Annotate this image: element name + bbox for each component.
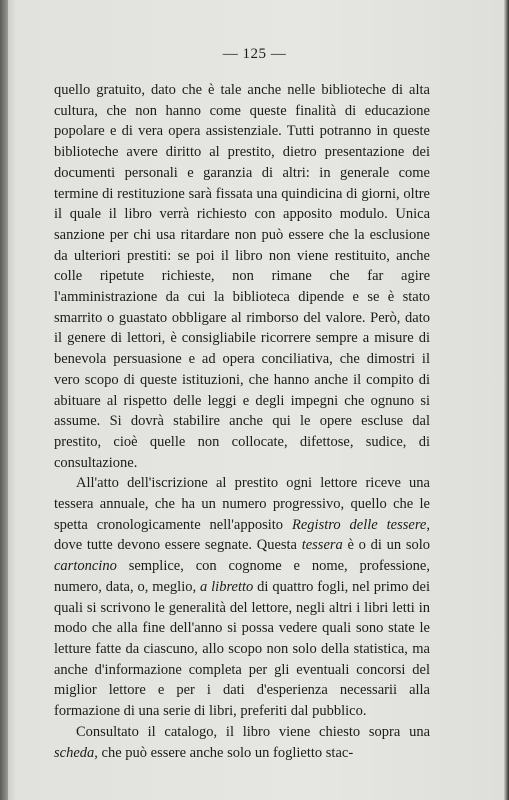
book-spine-shadow	[0, 0, 8, 800]
paragraph	[54, 722, 430, 763]
page-edge	[504, 0, 509, 800]
text-run: quello gratuito, dato che è tale anche nelle biblioteche di alta cultura, che non hanno come queste finalità di educazione popolare e di vera opera assistenziale. Tutti potranno in queste biblioteche avere diritto al prestito, dietro presentazione dei documenti personali e garanzia di altri: in generale come termine di restituzione sarà fissata una quindicina di giorni, oltre il quale il libro verrà richiesto con apposito modulo. Unica sanzione per chi usa ritardare non può essere che la esclusione da ulteriori prestiti: se poi il libro non viene restituito, anche colle ripetute richieste, non rimane che far agire l'amministrazione da cui la biblioteca dipende e se è stato smarrito o guastato obbligare al rimborso del valore. Però, dato il genere di lettori, è consigliabile ricorrere sempre a misure di benevola persuasione e ad opera conciliativa, che dimostri il vero scopo di queste istituzioni, che hanno anche il compito di abituare al rispetto delle leggi e degli impegni che ognuno si assume. Si dovrà stabilire anche qui le opere escluse dal prestito, cioè quelle non collocate, difettose, sudice, di consultazione.	[54, 82, 430, 471]
italic-term: Registro delle tessere	[292, 516, 427, 533]
italic-term: a libretto	[200, 578, 254, 595]
text-run: di quattro fogli, nel primo dei quali si scrivono le generalità del lettore, negli altri i libri letti in modo che alla fine dell'anno si possa vedere quali sono state le letture fatte da ciascuno, allo scopo non solo della statistica, ma anche d'informazione completa per gli eventuali concorsi del miglior lettore e per i dati d'esperienza necessarii alla formazione di una serie di libri, preferiti dal pubblico.	[54, 578, 431, 720]
text-run: , dove tutte devono essere segnate. Questa	[54, 516, 430, 554]
text-run: All'atto dell'iscrizione al prestito ogni lettore riceve una tessera annuale, che ha un numero progressivo, quello che le spetta cronologicamente nell'apposito	[54, 475, 430, 533]
page-number-header: — 125 —	[222, 46, 287, 62]
italic-term: cartoncino	[54, 558, 117, 575]
text-run: , che può essere anche solo un foglietto stac-	[94, 744, 354, 761]
italic-term: tessera	[301, 537, 343, 554]
text-run: è o di un solo	[342, 537, 430, 554]
text-run: semplice, con cognome e nome, professione, numero, data, o, meglio,	[54, 558, 430, 595]
paragraph	[54, 80, 430, 473]
page-body-text	[54, 80, 430, 763]
italic-term: scheda	[54, 744, 95, 761]
text-run: Consultato il catalogo, il libro viene chiesto sopra una	[76, 723, 430, 740]
paragraph	[54, 473, 430, 721]
